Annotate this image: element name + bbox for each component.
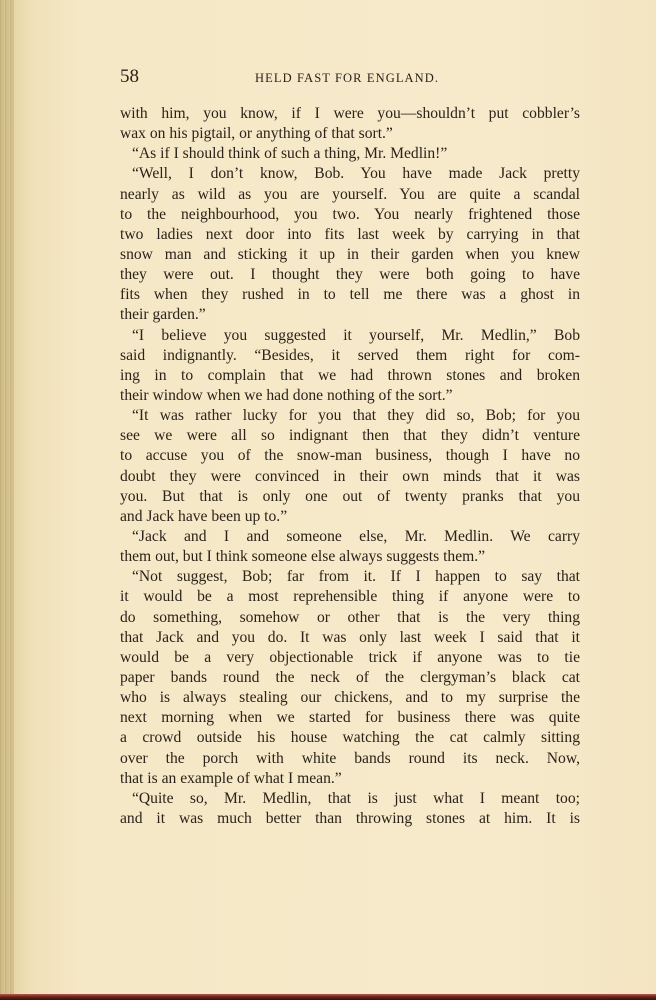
text-line: wax on his pigtail, or anything of that sort.” <box>120 125 393 143</box>
text-line: snow man and sticking it up in their garden when you knew <box>120 245 580 263</box>
text-line: “Well, I don’t know, Bob. You have made Jack pretty <box>132 165 580 183</box>
text-line: they were out. I thought they were both going to have <box>120 266 580 284</box>
text-line: two ladies next door into fits last week by carrying in that <box>120 225 580 243</box>
book-spine-shadow <box>0 0 14 1000</box>
text-line: “As if I should think of such a thing, Mr. Medlin!” <box>132 145 448 163</box>
text-line: it would be a most reprehensible thing if anyone were to <box>120 588 580 606</box>
text-line: do something, somehow or other that is the very thing <box>120 608 580 626</box>
text-line: and Jack have been up to.” <box>120 507 288 525</box>
text-line: next morning when we started for business there was quite <box>120 709 580 727</box>
text-line: that is an example of what I mean.” <box>120 769 342 787</box>
text-line: a crowd outside his house watching the cat calmly sitting <box>120 729 580 747</box>
running-title: HELD FAST FOR ENGLAND. <box>255 71 440 85</box>
page-header <box>120 66 580 90</box>
text-line: their garden.” <box>120 306 206 324</box>
text-line: “It was rather lucky for you that they did so, Bob; for you <box>132 407 580 425</box>
text-line: see we were all so indignant then that they didn’t venture <box>120 427 580 445</box>
text-line: and it was much better than throwing stones at him. It is <box>120 809 580 827</box>
text-line: “Not suggest, Bob; far from it. If I happen to say that <box>132 568 580 586</box>
text-line: “I believe you suggested it yourself, Mr. Medlin,” Bob <box>132 326 580 344</box>
text-line: said indignantly. “Besides, it served them right for com- <box>120 346 580 364</box>
text-line: their window when we had done nothing of the sort.” <box>120 386 453 404</box>
text-line: to the neighbourhood, you two. You nearly frightened those <box>120 205 580 223</box>
text-line: paper bands round the neck of the clergyman’s black cat <box>120 668 580 686</box>
page-number: 58 <box>120 66 139 87</box>
text-line: fits when they rushed in to tell me there was a ghost in <box>120 286 580 304</box>
body-text <box>120 104 580 829</box>
text-line: to accuse you of the snow-man business, though I have no <box>120 447 580 465</box>
text-line: with him, you know, if I were you—shouldn’t put cobbler’s <box>120 105 580 122</box>
page-bottom-edge <box>0 994 656 1000</box>
text-line: “Jack and I and someone else, Mr. Medlin. We carry <box>132 527 580 545</box>
text-line: you. But that is only one out of twenty pranks that you <box>120 487 580 505</box>
text-line: doubt they were convinced in their own minds that it was <box>120 467 580 485</box>
text-line: “Quite so, Mr. Medlin, that is just what I meant too; <box>132 789 580 807</box>
text-line: would be a very objectionable trick if anyone was to tie <box>120 648 580 666</box>
text-line: over the porch with white bands round its neck. Now, <box>120 749 580 767</box>
text-line: nearly as wild as you are yourself. You are quite a scandal <box>120 185 580 203</box>
text-line: that Jack and you do. It was only last week I said that it <box>120 628 580 646</box>
text-line: ing in to complain that we had thrown stones and broken <box>120 366 580 384</box>
text-line: them out, but I think someone else always suggests them.” <box>120 548 486 566</box>
text-line: who is always stealing our chickens, and to my surprise the <box>120 689 580 707</box>
